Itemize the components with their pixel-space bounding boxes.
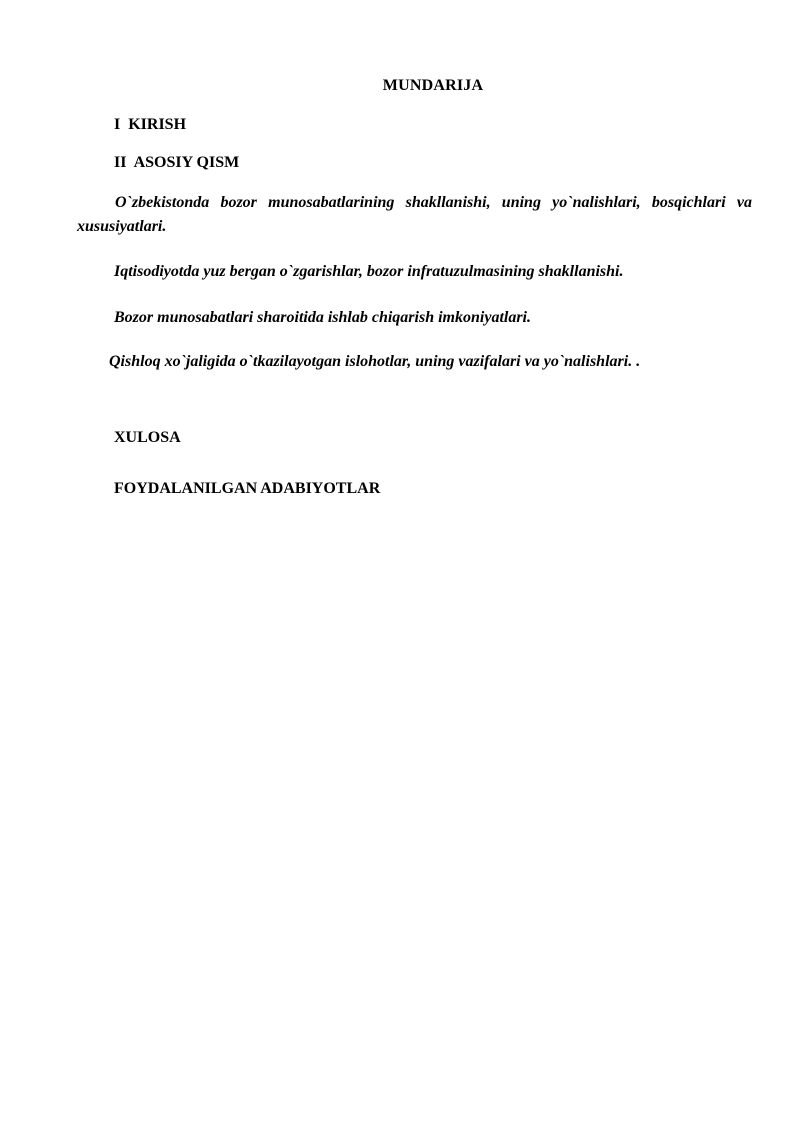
section-kirish: I KIRISH bbox=[114, 116, 187, 133]
toc-item-3: Bozor munosabatlari sharoitida ishlab chiqarish imkoniyatlari. bbox=[114, 309, 531, 326]
section-asosiy-qism: II ASOSIY QISM bbox=[114, 154, 240, 171]
section-xulosa: XULOSA bbox=[114, 429, 181, 446]
toc-item-4: Qishloq xo`jaligida o`tkazilayotgan islohotlar, uning vazifalari va yo`nalishlari. . bbox=[109, 353, 641, 370]
section-adabiyotlar: FOYDALANILGAN ADABIYOTLAR bbox=[114, 480, 381, 497]
toc-item-1: O`zbekistonda bozor munosabatlarining shakllanishi, uning yo`nalishlari, bosqichlari va xususiyatlari. bbox=[77, 194, 752, 235]
page-title: MUNDARIJA bbox=[382, 77, 484, 94]
toc-item-2: Iqtisodiyotda yuz bergan o`zgarishlar, bozor infratuzulmasining shakllanishi. bbox=[114, 263, 624, 280]
